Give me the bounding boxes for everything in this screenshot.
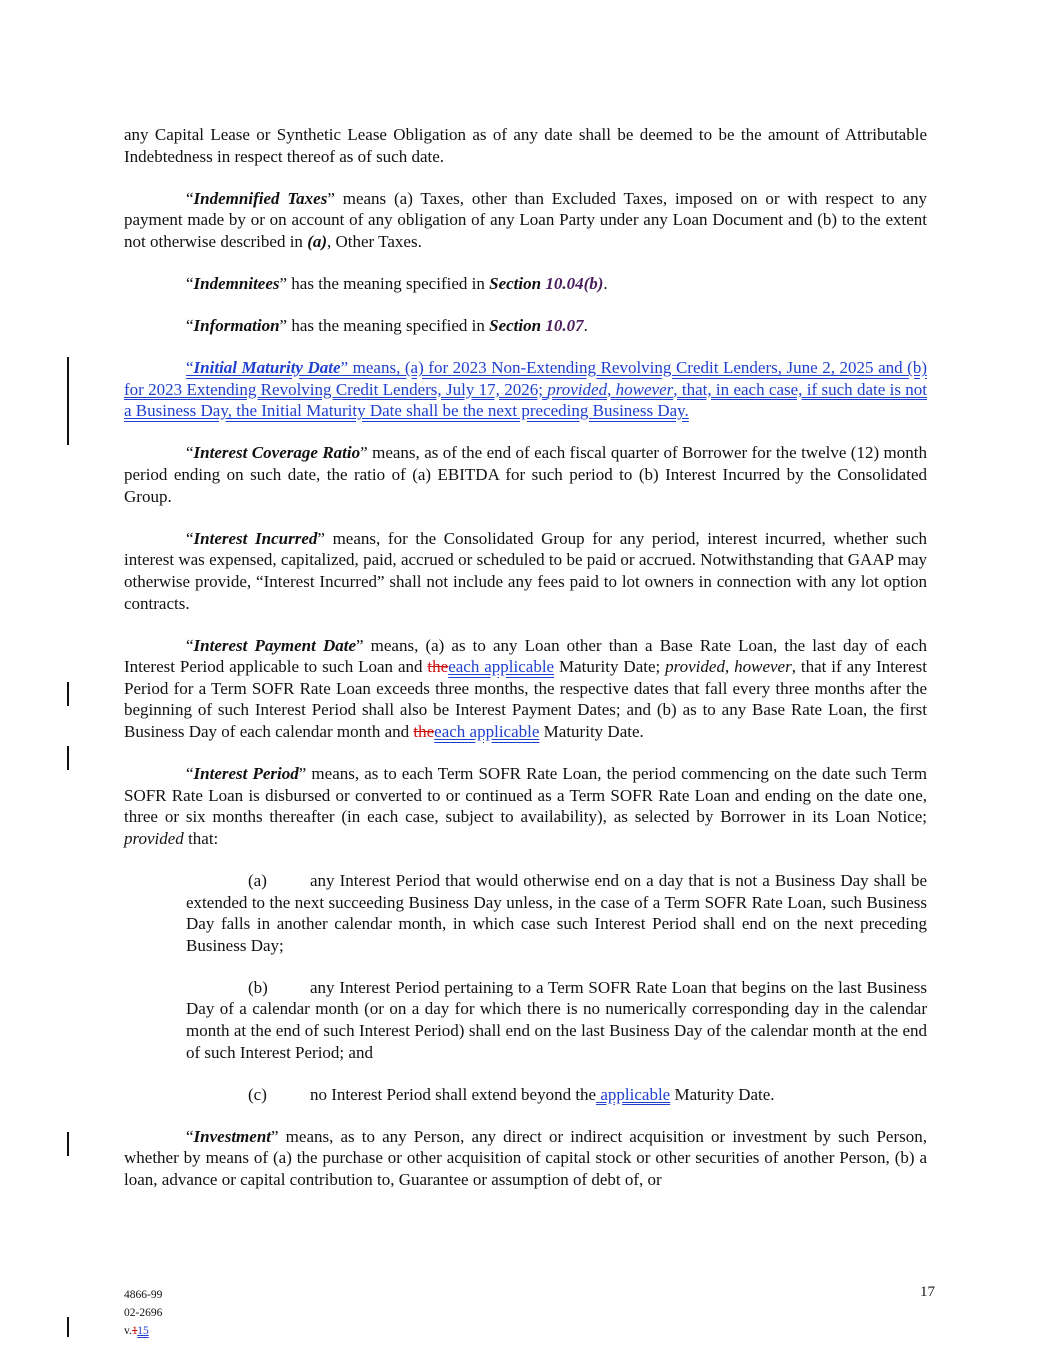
footer-doc-id	[124, 1286, 162, 1340]
defined-term: Interest Incurred	[193, 528, 318, 548]
page-number: 17	[920, 1284, 935, 1300]
deleted-text: the	[413, 721, 435, 741]
definition-investment: “Investment” means, as to any Person, any direct or indirect acquisition or investment by such Person, whether by means of (a) the purchase or other acquisition of capital stock or other securities of another Person, (b) a loan, advance or capital contribution to, Guarantee or assumption of debt of, or	[124, 1126, 927, 1189]
change-bar-footer-version	[67, 1317, 69, 1337]
section-word: Section	[489, 316, 542, 336]
section-word: Section	[489, 273, 542, 293]
inserted-text: applicable	[596, 1084, 671, 1104]
change-bar-interest-payment-1	[67, 682, 69, 706]
definition-initial-maturity-date: “Initial Maturity Date” means, (a) for 2023 Non-Extending Revolving Credit Lenders, June 2, 2025 and (b) for 2023 Extending Revolving Credit Lenders, July 17, 2026; provided, however, that, in each case, if such date is not a Business Day, the Initial Maturity Date shall be the next preceding Business Day.	[124, 358, 927, 421]
change-bar-item-c	[67, 1132, 69, 1156]
clause-c: (c) no Interest Period shall extend beyond the applicable Maturity Date.	[248, 1084, 775, 1104]
section-link[interactable]: 10.04(b)	[545, 273, 604, 293]
defined-term: Interest Period	[193, 764, 299, 784]
change-bar-interest-payment-2	[67, 746, 69, 770]
defined-term: Information	[193, 316, 280, 336]
definition-interest-payment-date: “Interest Payment Date” means, (a) as to any Loan other than a Base Rate Loan, the last day of each Interest Period applicable to such Loan and theeach applicable Maturity Date; provided, however, that if any Interest Period for a Term SOFR Rate Loan exceeds three months, the respective dates that fall every three months after the beginning of such Interest Period shall also be Interest Payment Dates; and (b) as to any Base Rate Loan, the first Business Day of each calendar month and theeach applicable Maturity Date.	[124, 635, 927, 741]
defined-term: Initial Maturity Date	[193, 358, 341, 378]
defined-term: Investment	[193, 1126, 271, 1146]
definition-interest-period: “Interest Period” means, as to each Term SOFR Rate Loan, the period commencing on the date such Term SOFR Rate Loan is disbursed or converted to or continued as a Term SOFR Rate Loan and ending on the date one, three or six months thereafter (in each case, subject to availability), as selected by Borrower in its Loan Notice; provided that:	[124, 764, 927, 848]
definition-indemnitees: “Indemnitees” has the meaning specified in Section 10.04(b).	[186, 273, 608, 293]
defined-term: Indemnitees	[193, 273, 280, 293]
change-bar-initial-maturity	[67, 357, 69, 445]
clause-b: (b) any Interest Period pertaining to a Term SOFR Rate Loan that begins on the last Business Day of a calendar month (or on a day for which there is no numerically corresponding day in the calendar month at the end of such Interest Period) shall end on the last Business Day of the calendar month at the end of such Interest Period; and	[186, 977, 927, 1062]
doc-id-line-2: 02-2696	[124, 1307, 163, 1319]
clause-label: (c)	[248, 1084, 267, 1104]
clause-label: (a)	[248, 870, 267, 890]
clause-a: (a) any Interest Period that would otherwise end on a day that is not a Business Day shall be extended to the next succeeding Business Day unless, in the case of a Term SOFR Rate Loan, such Business Day falls in another calendar month, in which case such Interest Period shall end on the next preceding Business Day;	[186, 870, 927, 955]
deleted-text: the	[427, 657, 449, 677]
defined-term: Interest Payment Date	[193, 635, 357, 655]
section-link[interactable]: 10.07	[545, 316, 584, 336]
definition-interest-incurred: “Interest Incurred” means, for the Consolidated Group for any period, interest incurred, whether such interest was expensed, capitalized, paid, accrued or scheduled to be paid or accrued. Notwithstanding that GAAP may otherwise provide, “Interest Incurred” shall not include any fees paid to lot owners in connection with any lot option contracts.	[124, 528, 928, 613]
definition-indemnified-taxes: “Indemnified Taxes” means (a) Taxes, other than Excluded Taxes, imposed on or with respect to any payment made by or on account of any obligation of any Loan Party under any Loan Document and (b) to the extent not otherwise described in (a), Other Taxes.	[124, 188, 927, 251]
clause-ref: (a)	[307, 231, 328, 251]
definition-interest-coverage-ratio: “Interest Coverage Ratio” means, as of the end of each fiscal quarter of Borrower for the twelve (12) month period ending on such date, the ratio of (a) EBITDA for such period to (b) Interest Incurred by the Consolidated Group.	[124, 443, 928, 506]
paragraph-capital-lease: any Capital Lease or Synthetic Lease Obligation as of any date shall be deemed to be the amount of Attributable Indebtedness in respect thereof as of such date.	[124, 125, 927, 166]
document-page	[124, 124, 927, 1211]
defined-term: Interest Coverage Ratio	[193, 443, 361, 463]
version-new: 15	[137, 1325, 149, 1337]
inserted-text: each applicable	[448, 657, 555, 677]
definition-information: “Information” has the meaning specified in Section 10.07.	[186, 316, 588, 336]
defined-term: Indemnified Taxes	[193, 188, 328, 208]
doc-id-line-1: 4866-99	[124, 1289, 163, 1301]
version-line: v.115	[124, 1325, 149, 1337]
clause-label: (b)	[248, 977, 268, 997]
inserted-text: each applicable	[434, 721, 540, 741]
version-old: 1	[131, 1325, 138, 1337]
